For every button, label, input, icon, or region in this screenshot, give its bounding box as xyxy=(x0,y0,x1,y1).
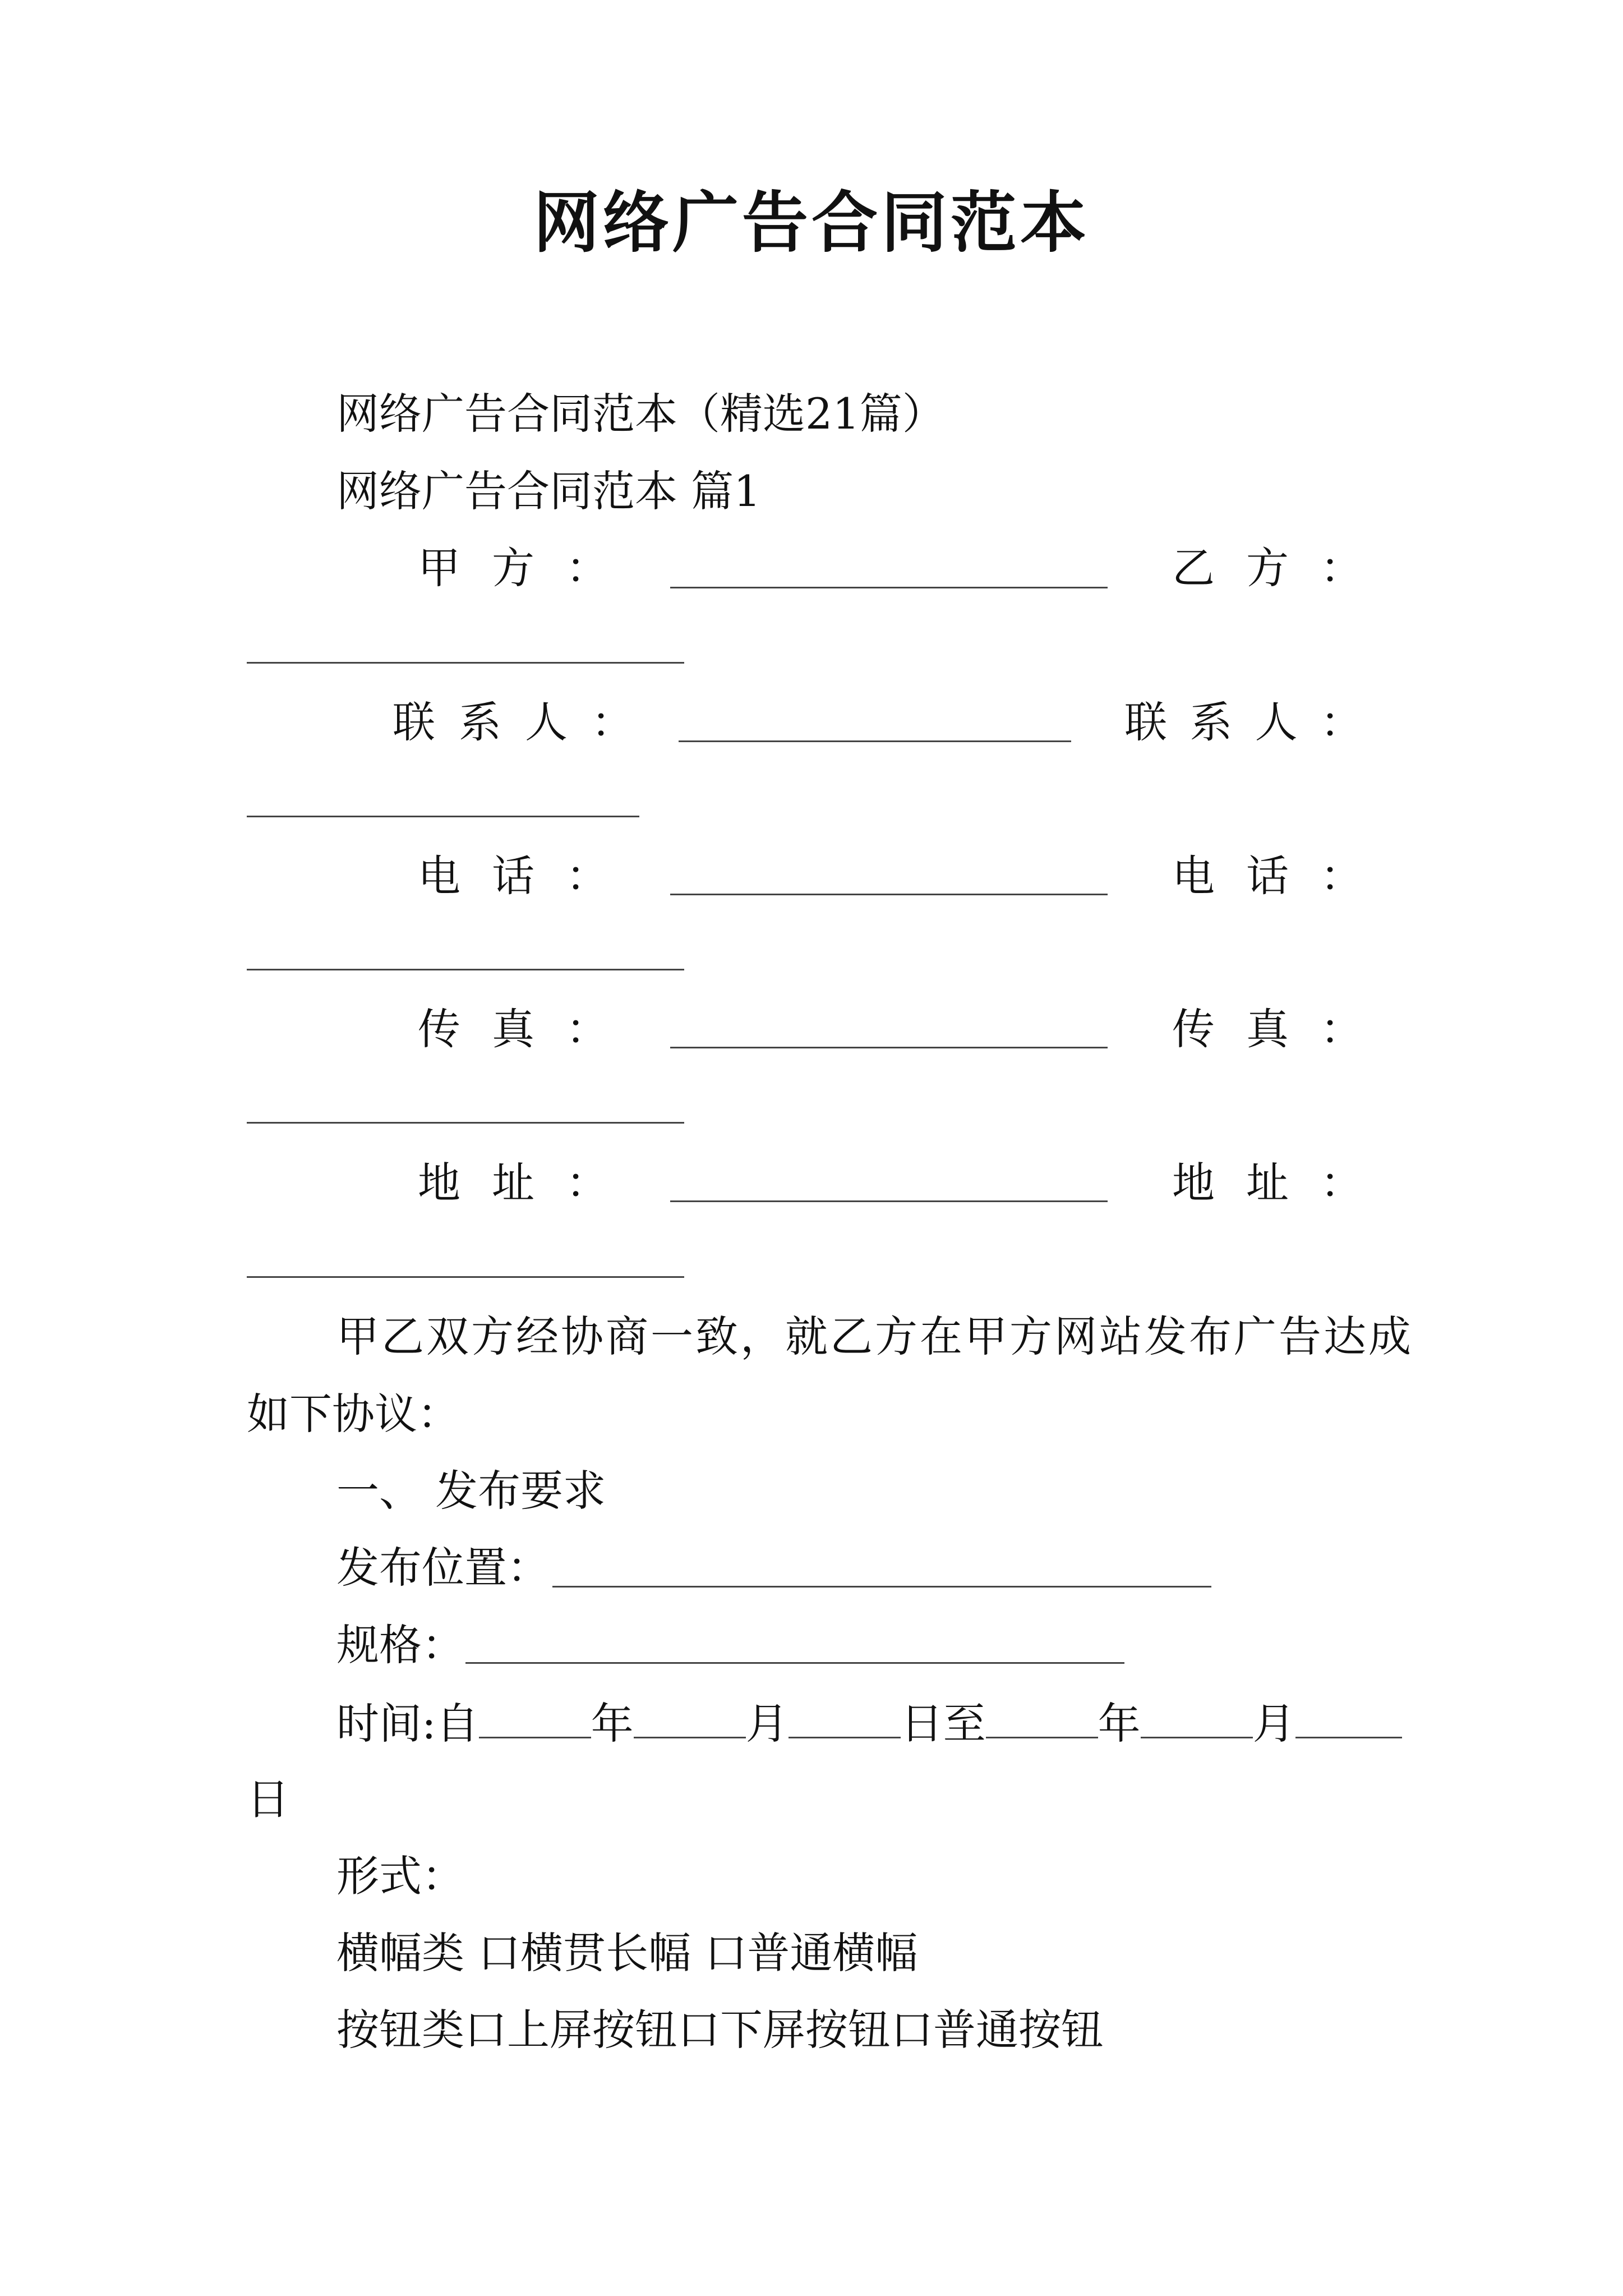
party-a-contact-field[interactable] xyxy=(679,740,1071,742)
start-year-field[interactable] xyxy=(479,1701,591,1738)
end-year-label: 年 xyxy=(1098,1699,1141,1749)
page-title: 网络广告合同范本 xyxy=(533,183,1090,261)
party-a-address-field[interactable] xyxy=(670,1200,1108,1202)
end-day-field[interactable] xyxy=(1295,1701,1402,1738)
publish-position-field[interactable] xyxy=(552,1586,1211,1588)
start-day-field[interactable] xyxy=(789,1701,901,1738)
agreement-intro-line-1: 甲乙双方经协商一致，就乙方在甲方网站发布广告达成 xyxy=(336,1312,1413,1361)
party-b-address-field[interactable] xyxy=(247,1276,684,1278)
party-a-label: 甲 方 ： xyxy=(418,543,608,593)
section-heading: 网络广告合同范本 篇1 xyxy=(336,466,761,516)
party-b-fax-field[interactable] xyxy=(247,1122,684,1124)
end-day-label: 日 xyxy=(247,1774,289,1824)
party-a-name-field[interactable] xyxy=(670,587,1108,588)
form-label: 形式： xyxy=(336,1851,464,1901)
party-a-contact-label: 联 系 人 ： xyxy=(393,697,634,747)
agreement-intro-line-2: 如下协议： xyxy=(247,1389,460,1439)
button-options: 按钮类口上屏按钮口下屏按钮口普通按钮 xyxy=(336,2005,1104,2055)
time-row xyxy=(336,1699,1402,1749)
start-year-label: 年 xyxy=(591,1699,634,1749)
party-b-phone-label: 电 话 ： xyxy=(1172,851,1363,901)
party-a-fax-field[interactable] xyxy=(670,1047,1108,1048)
party-b-contact-field[interactable] xyxy=(247,816,639,817)
start-month-field[interactable] xyxy=(634,1701,746,1738)
clause-1-heading: 一、 发布要求 xyxy=(336,1466,606,1516)
party-a-address-label: 地 址 ： xyxy=(418,1158,608,1208)
party-b-name-field[interactable] xyxy=(247,662,684,664)
publish-position-label: 发布位置： xyxy=(336,1543,550,1593)
document-subtitle: 网络广告合同范本（精选21篇） xyxy=(336,389,945,439)
start-day-to-label: 日至 xyxy=(900,1699,986,1749)
party-b-address-label: 地 址 ： xyxy=(1172,1158,1363,1208)
start-month-label: 月 xyxy=(745,1699,789,1749)
party-a-fax-label: 传 真 ： xyxy=(418,1004,608,1054)
party-a-phone-field[interactable] xyxy=(670,894,1108,895)
banner-options: 横幅类 口横贯长幅 口普通横幅 xyxy=(336,1928,918,1978)
party-b-label: 乙 方 ： xyxy=(1172,543,1363,593)
end-month-field[interactable] xyxy=(1141,1701,1253,1738)
spec-field[interactable] xyxy=(465,1662,1124,1664)
party-b-phone-field[interactable] xyxy=(247,969,684,970)
spec-label: 规格： xyxy=(336,1620,464,1670)
end-year-field[interactable] xyxy=(986,1701,1098,1738)
party-b-contact-label: 联 系 人 ： xyxy=(1124,697,1363,747)
time-lead: 时间:自 xyxy=(336,1699,479,1749)
party-a-phone-label: 电 话 ： xyxy=(418,851,608,901)
party-b-fax-label: 传 真 ： xyxy=(1172,1004,1363,1054)
end-month-label: 月 xyxy=(1252,1699,1295,1749)
